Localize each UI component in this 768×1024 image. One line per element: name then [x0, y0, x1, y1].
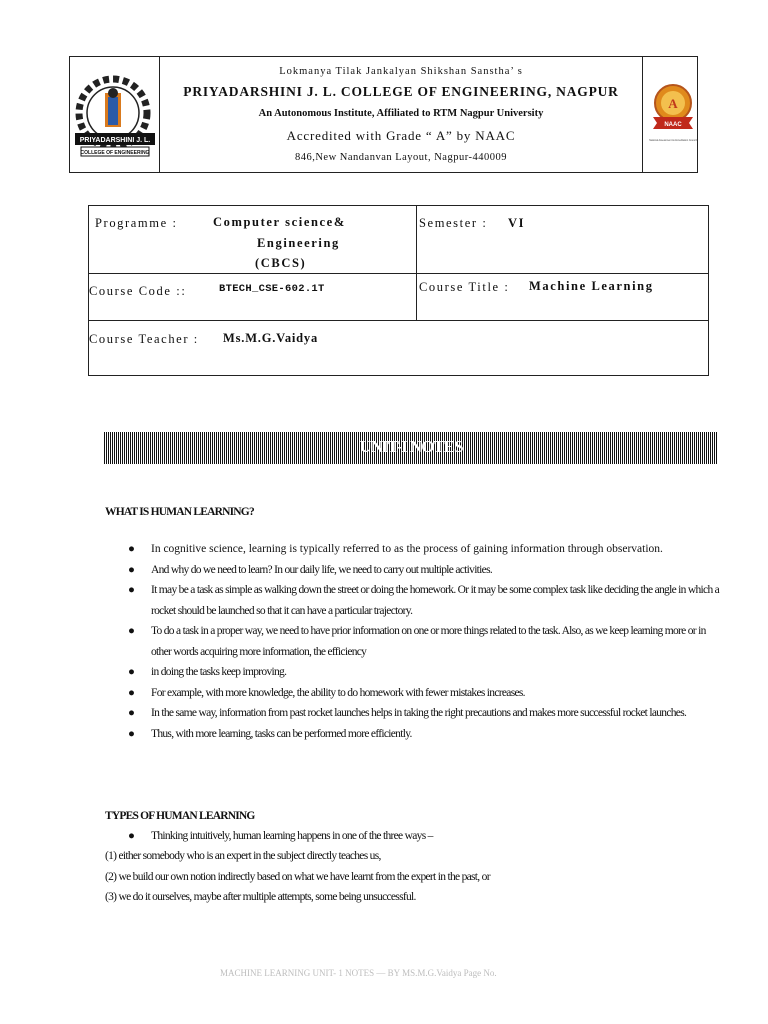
svg-text:NAAC: NAAC — [664, 122, 682, 128]
affiliation-text: An Autonomous Institute, Affiliated to RTM Nagpur University — [258, 108, 544, 119]
info-divider-row2 — [89, 320, 708, 321]
programme-value-3: (CBCS) — [255, 256, 307, 270]
list-item: ● And why do we need to learn? In our daily life, we need to carry out multiple activities. — [128, 560, 723, 581]
bullet-icon: ● — [128, 707, 135, 719]
bullet-icon: ● — [128, 727, 135, 740]
list-item: ● In cognitive science, learning is typically referred to as the process of gaining information through observation. — [128, 539, 723, 560]
college-header — [69, 56, 698, 173]
course-title-value: Machine Learning — [529, 279, 654, 293]
bullet-icon: ● — [128, 563, 135, 576]
bullet-icon: ● — [128, 543, 135, 555]
college-name: PRIYADARSHINI J. L. COLLEGE OF ENGINEERING, NAGPUR — [183, 84, 619, 99]
learning-way-2: (2) we build our own notion indirectly based on what we have learnt from the expert in the past, or — [105, 871, 490, 883]
list-item: ● Thinking intuitively, human learning happens in one of the three ways – — [128, 826, 723, 847]
svg-text:National Assessment & Accredit: National Assessment & Accreditation Council — [649, 139, 697, 142]
society-name: Lokmanya Tilak Jankalyan Shikshan Sanstha’ s — [279, 66, 523, 77]
bullet-icon: ● — [128, 625, 135, 637]
list-item: ● In the same way, information from past rocket launches helps in taking the right precautions and makes more successful rocket launches. — [128, 703, 723, 724]
info-divider-vertical — [416, 206, 417, 321]
svg-text:PRIYADARSHINI J. L.: PRIYADARSHINI J. L. — [79, 137, 151, 144]
semester-value: VI — [508, 216, 526, 230]
semester-label: Semester : — [419, 216, 488, 230]
svg-text:COLLEGE OF ENGINEERING: COLLEGE OF ENGINEERING — [80, 150, 150, 156]
course-code-label: Course Code :: — [89, 284, 187, 298]
section-heading-types-of-learning: TYPES OF HUMAN LEARNING — [105, 810, 255, 822]
bullet-icon: ● — [128, 584, 135, 596]
list-item: ● Thus, with more learning, tasks can be performed more efficiently. — [128, 724, 723, 745]
learning-way-1: (1) either somebody who is an expert in the subject directly teaches us, — [105, 850, 381, 862]
bullet-icon: ● — [128, 686, 135, 699]
learning-way-3: (3) we do it ourselves, maybe after multiple attempts, some being unsuccessful. — [105, 891, 416, 903]
bullet-list-human-learning — [128, 539, 723, 744]
list-item: ● It may be a task as simple as walking down the street or doing the homework. Or it may be some complex task like deciding the angle in which a rocket should be launched so that it can have a particular trajectory. — [128, 580, 723, 621]
programme-label: Programme : — [95, 216, 178, 230]
course-code-value: BTECH_CSE-602.1T — [219, 283, 325, 295]
course-teacher-label: Course Teacher : — [89, 332, 199, 346]
course-teacher-value: Ms.M.G.Vaidya — [223, 331, 319, 345]
bullet-icon: ● — [128, 830, 135, 842]
naac-logo — [649, 79, 697, 157]
address-text: 846,New Nandanvan Layout, Nagpur-440009 — [294, 152, 508, 163]
header-divider-right — [642, 57, 643, 172]
bullet-icon: ● — [128, 666, 135, 678]
course-title-label: Course Title : — [419, 280, 510, 294]
info-divider-row1 — [89, 273, 708, 274]
section-heading-human-learning: WHAT IS HUMAN LEARNING? — [105, 506, 254, 518]
list-item: ● in doing the tasks keep improving. — [128, 662, 723, 683]
college-logo — [75, 71, 155, 163]
course-info-table — [88, 205, 709, 376]
unit-banner-title: UNIT-I NOTES — [359, 437, 463, 456]
list-item: ● For example, with more knowledge, the ability to do homework with fewer mistakes increases. — [128, 683, 723, 704]
page-footer: MACHINE LEARNING UNIT- 1 NOTES — BY MS.M.G.Vaidya Page No. — [220, 968, 497, 978]
list-item: ● To do a task in a proper way, we need to have prior information on one or more things related to the task. Also, as we keep learning more or in other words acquiring more information, the efficiency — [128, 621, 723, 662]
types-bullet — [128, 826, 723, 847]
programme-value-2: Engineering — [257, 236, 340, 250]
svg-text:A: A — [668, 96, 678, 111]
accreditation-text: Accredited with Grade “ A” by NAAC — [286, 128, 516, 143]
unit-banner — [104, 432, 718, 464]
programme-value-1: Computer science& — [213, 215, 346, 229]
